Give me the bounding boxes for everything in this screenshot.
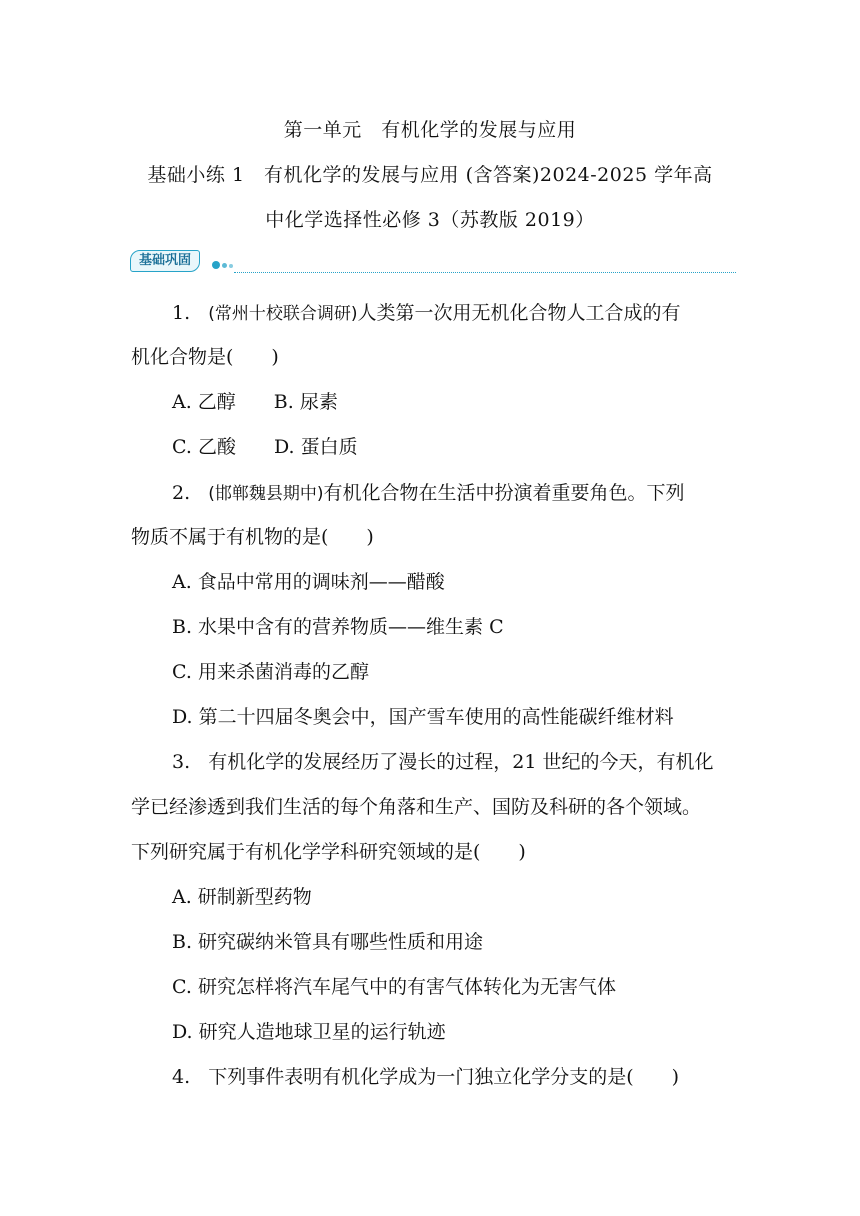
question-1-line-1: [172, 298, 681, 325]
question-3-option-d: D. 研究人造地球卫星的运行轨迹: [172, 1021, 446, 1043]
worksheet-subtitle-line-1: 基础小练 1 有机化学的发展与应用 (含答案)2024-2025 学年高: [147, 164, 713, 186]
question-3-option-c: C. 研究怎样将汽车尾气中的有害气体转化为无害气体: [172, 976, 616, 998]
question-1-options-2: C. 乙酸 D. 蛋白质: [172, 436, 358, 458]
section-banner: [130, 248, 736, 274]
question-number: 3.: [172, 751, 191, 773]
question-2-option-c: C. 用来杀菌消毒的乙醇: [172, 661, 369, 683]
worksheet-subtitle-line-2: 中化学选择性必修 3（苏教版 2019）: [265, 209, 595, 231]
question-stem: 下列事件表明有机化学成为一门独立化学分支的是( ): [208, 1066, 680, 1088]
question-stem: 有机化学的发展经历了漫长的过程，21 世纪的今天，有机化: [208, 751, 714, 773]
question-2-line-1: [172, 478, 685, 505]
unit-title: 第一单元 有机化学的发展与应用: [283, 119, 577, 141]
question-3-line-2: 学已经渗透到我们生活的每个角落和生产、国防及科研的各个领域。: [131, 796, 702, 818]
question-1-line-2: 机化合物是( ): [131, 346, 279, 368]
question-number: 4.: [172, 1066, 191, 1088]
question-2-option-a: A. 食品中常用的调味剂——醋酸: [172, 571, 445, 593]
question-2-line-2: 物质不属于有机物的是( ): [131, 526, 374, 548]
question-4-line-1: [172, 1062, 679, 1089]
question-source: (邯郸魏县期中): [208, 484, 324, 504]
question-3-option-a: A. 研制新型药物: [172, 886, 312, 908]
question-3-line-1: [172, 747, 713, 774]
question-2-option-b: B. 水果中含有的营养物质——维生素 C: [172, 616, 504, 638]
question-3-line-3: 下列研究属于有机化学学科研究领域的是( ): [131, 841, 526, 863]
dotted-divider: [234, 272, 736, 273]
section-label: 基础巩固: [130, 250, 200, 272]
question-stem: 人类第一次用无机化合物人工合成的有: [357, 302, 681, 324]
question-1-options-1: A. 乙醇 B. 尿素: [172, 391, 338, 413]
question-number: 1.: [172, 302, 191, 324]
question-source: (常州十校联合调研): [208, 304, 358, 324]
question-2-option-d: D. 第二十四届冬奥会中，国产雪车使用的高性能碳纤维材料: [172, 706, 674, 728]
question-3-option-b: B. 研究碳纳米管具有哪些性质和用途: [172, 931, 484, 953]
question-number: 2.: [172, 482, 191, 504]
question-stem: 有机化合物在生活中扮演着重要角色。下列: [323, 482, 685, 504]
